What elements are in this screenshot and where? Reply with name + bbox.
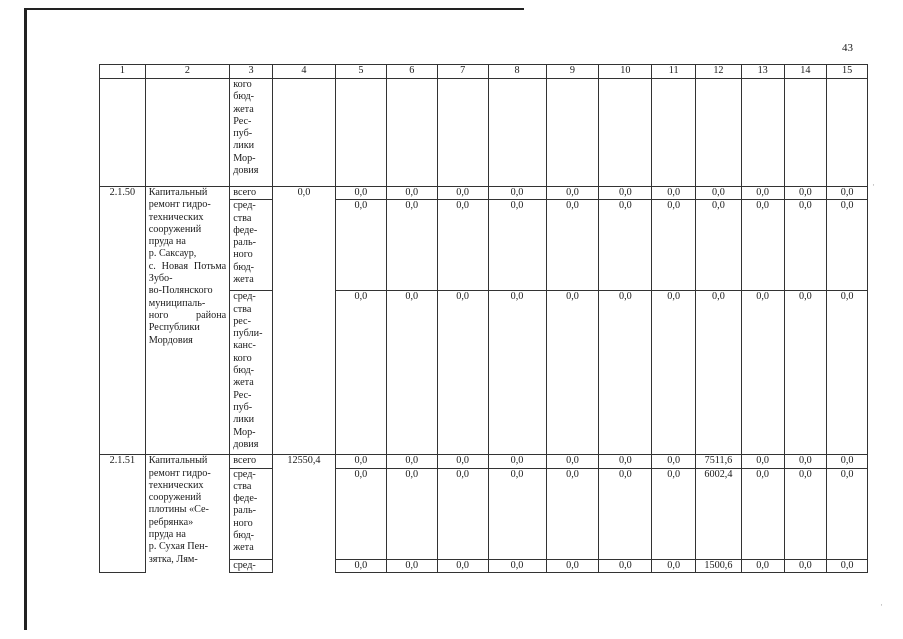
page-number: 43 — [842, 42, 853, 54]
funding-source: сред- — [230, 559, 273, 572]
value-cell: 0,0 — [784, 559, 827, 572]
value-cell — [386, 79, 437, 187]
value-cell: 0,0 — [652, 291, 696, 455]
funding-source: сред- ства феде- раль- ного бюд- жета — [230, 200, 273, 291]
column-header-14: 14 — [784, 65, 827, 79]
scan-speck: · — [880, 600, 883, 610]
value-cell: 1500,6 — [696, 559, 742, 572]
value-cell: 0,0 — [599, 455, 652, 468]
name-cell — [145, 79, 229, 187]
column-header-7: 7 — [437, 65, 488, 79]
item-code: 2.1.51 — [100, 455, 146, 573]
value-cell: 0,0 — [827, 559, 868, 572]
value-cell: 0,0 — [741, 187, 784, 200]
column-header-15: 15 — [827, 65, 868, 79]
column-header-2: 2 — [145, 65, 229, 79]
scan-border-left — [24, 8, 27, 630]
value-cell: 0,0 — [546, 200, 599, 291]
value-cell: 0,0 — [827, 200, 868, 291]
value-cell: 0,0 — [488, 559, 546, 572]
value-cell: 0,0 — [741, 455, 784, 468]
value-cell: 0,0 — [784, 468, 827, 559]
value-cell: 0,0 — [386, 200, 437, 291]
value-cell: 0,0 — [741, 200, 784, 291]
value-cell: 7511,6 — [696, 455, 742, 468]
value-cell: 0,0 — [335, 468, 386, 559]
table-row — [100, 187, 868, 200]
value-cell: 0,0 — [784, 291, 827, 455]
value-cell: 0,0 — [437, 559, 488, 572]
funding-source: сред- ства феде- раль- ного бюд- жета — [230, 468, 273, 559]
value-cell: 0,0 — [546, 559, 599, 572]
value-cell — [437, 79, 488, 187]
value-cell: 0,0 — [652, 187, 696, 200]
value-cell: 0,0 — [741, 291, 784, 455]
value-cell — [696, 79, 742, 187]
column-header-5: 5 — [335, 65, 386, 79]
value-cell: 0,0 — [546, 455, 599, 468]
code-cell — [100, 79, 146, 187]
item-total: 12550,4 — [272, 455, 335, 573]
value-cell: 0,0 — [488, 200, 546, 291]
value-cell: 0,0 — [599, 187, 652, 200]
column-header-11: 11 — [652, 65, 696, 79]
value-cell: 0,0 — [599, 559, 652, 572]
value-cell: 0,0 — [741, 468, 784, 559]
budget-table — [99, 64, 868, 573]
continuation-row — [100, 79, 868, 187]
header-row — [100, 65, 868, 79]
value-cell — [741, 79, 784, 187]
value-cell: 0,0 — [599, 291, 652, 455]
value-cell: 0,0 — [827, 455, 868, 468]
value-cell: 0,0 — [827, 187, 868, 200]
value-cell: 0,0 — [386, 187, 437, 200]
value-cell — [272, 79, 335, 187]
value-cell: 0,0 — [827, 468, 868, 559]
value-cell: 0,0 — [696, 187, 742, 200]
value-cell — [335, 79, 386, 187]
funding-source: всего — [230, 455, 273, 468]
value-cell — [784, 79, 827, 187]
value-cell: 0,0 — [546, 291, 599, 455]
value-cell — [827, 79, 868, 187]
column-header-3: 3 — [230, 65, 273, 79]
value-cell: 0,0 — [488, 187, 546, 200]
value-cell: 0,0 — [386, 455, 437, 468]
column-header-1: 1 — [100, 65, 146, 79]
value-cell: 0,0 — [546, 187, 599, 200]
value-cell: 0,0 — [437, 200, 488, 291]
value-cell: 0,0 — [599, 468, 652, 559]
value-cell: 0,0 — [784, 187, 827, 200]
value-cell: 0,0 — [652, 468, 696, 559]
value-cell: 6002,4 — [696, 468, 742, 559]
value-cell: 0,0 — [335, 291, 386, 455]
scan-speck: · — [872, 180, 875, 190]
source-cell: кого бюд- жета Рес- пуб- лики Мор- довия — [230, 79, 273, 187]
value-cell: 0,0 — [784, 200, 827, 291]
column-header-13: 13 — [741, 65, 784, 79]
item-name: Капитальный ремонт гидро- технических сооружений пруда на р. Саксаур, с. Новая Потьма Зубо- во-Полянского муниципаль- ного района Республики Мордовия — [145, 187, 229, 455]
item-total: 0,0 — [272, 187, 335, 455]
value-cell: 0,0 — [546, 468, 599, 559]
column-header-8: 8 — [488, 65, 546, 79]
value-cell: 0,0 — [652, 455, 696, 468]
value-cell: 0,0 — [599, 200, 652, 291]
table-row — [100, 455, 868, 468]
value-cell: 0,0 — [386, 468, 437, 559]
value-cell: 0,0 — [827, 291, 868, 455]
value-cell: 0,0 — [488, 291, 546, 455]
value-cell: 0,0 — [652, 559, 696, 572]
funding-source: всего — [230, 187, 273, 200]
value-cell: 0,0 — [437, 468, 488, 559]
value-cell: 0,0 — [488, 468, 546, 559]
scan-border-top — [24, 8, 524, 10]
value-cell: 0,0 — [741, 559, 784, 572]
value-cell: 0,0 — [386, 291, 437, 455]
value-cell — [488, 79, 546, 187]
item-name: Капитальный ремонт гидро- технических сооружений плотины «Се- ребрянка» пруда на р. Сухая Пен- зятка, Лям- — [145, 455, 229, 573]
column-header-6: 6 — [386, 65, 437, 79]
value-cell: 0,0 — [437, 455, 488, 468]
value-cell: 0,0 — [335, 455, 386, 468]
value-cell: 0,0 — [784, 455, 827, 468]
funding-source: сред- ства рес- публи- канс- кого бюд- жета Рес- пуб- лики Мор- довия — [230, 291, 273, 455]
value-cell: 0,0 — [437, 291, 488, 455]
item-code: 2.1.50 — [100, 187, 146, 455]
value-cell: 0,0 — [696, 200, 742, 291]
value-cell: 0,0 — [488, 455, 546, 468]
value-cell: 0,0 — [386, 559, 437, 572]
value-cell: 0,0 — [652, 200, 696, 291]
value-cell — [599, 79, 652, 187]
value-cell: 0,0 — [696, 291, 742, 455]
column-header-12: 12 — [696, 65, 742, 79]
value-cell — [546, 79, 599, 187]
column-header-4: 4 — [272, 65, 335, 79]
value-cell: 0,0 — [437, 187, 488, 200]
column-header-10: 10 — [599, 65, 652, 79]
value-cell: 0,0 — [335, 200, 386, 291]
value-cell: 0,0 — [335, 187, 386, 200]
column-header-9: 9 — [546, 65, 599, 79]
value-cell — [652, 79, 696, 187]
value-cell: 0,0 — [335, 559, 386, 572]
